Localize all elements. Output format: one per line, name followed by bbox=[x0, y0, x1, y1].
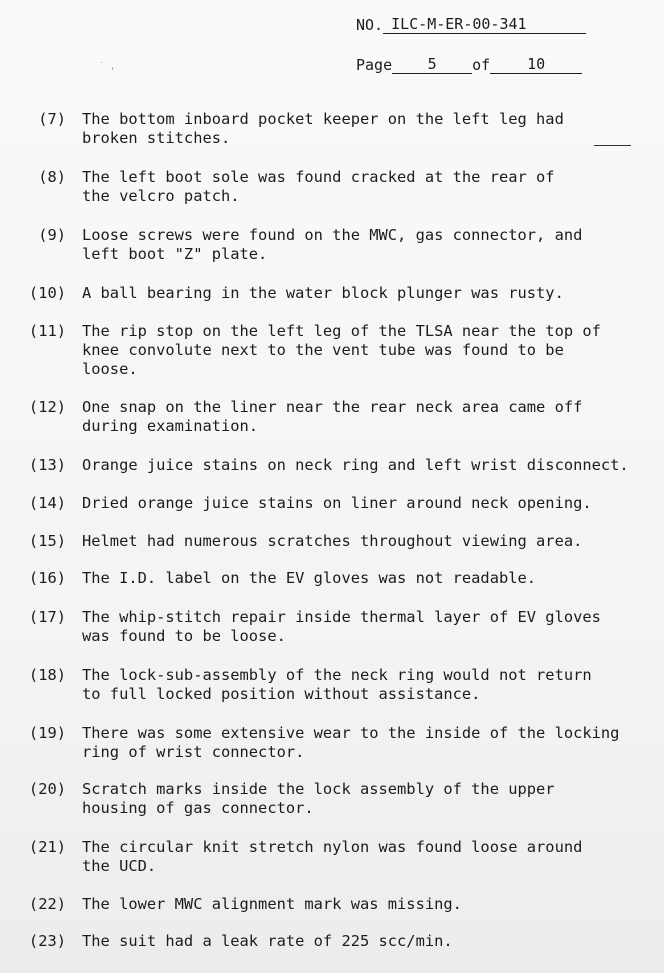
finding-text-line: the UCD. bbox=[82, 857, 157, 875]
document-number-label: NO. bbox=[356, 16, 384, 34]
finding-text-line: knee convolute next to the vent tube was found to be bbox=[82, 341, 564, 359]
finding-text bbox=[82, 932, 662, 951]
finding-number: (17) bbox=[28, 608, 66, 626]
finding-text-line: housing of gas connector. bbox=[82, 799, 314, 817]
finding-text-line: the velcro patch. bbox=[82, 187, 240, 205]
finding-number: (7) bbox=[38, 110, 66, 128]
document-header bbox=[356, 8, 656, 74]
finding-text bbox=[82, 168, 662, 206]
finding-number: (15) bbox=[28, 532, 66, 550]
finding-number: (10) bbox=[28, 284, 66, 302]
finding-text-line: Dried orange juice stains on liner around neck opening. bbox=[82, 494, 592, 512]
finding-text-line: The rip stop on the left leg of the TLSA near the top of bbox=[82, 322, 601, 340]
finding-number: (21) bbox=[28, 838, 66, 856]
finding-text bbox=[82, 110, 662, 148]
finding-number: (8) bbox=[38, 168, 66, 186]
finding-text-line: loose. bbox=[82, 360, 138, 378]
page-label: Page bbox=[356, 56, 393, 74]
finding-text-line: to full locked position without assistance. bbox=[82, 685, 481, 703]
finding-number: (11) bbox=[28, 322, 66, 340]
finding-text-line: The lower MWC alignment mark was missing. bbox=[82, 895, 462, 913]
finding-text bbox=[82, 456, 662, 475]
finding-number: (13) bbox=[28, 456, 66, 474]
finding-text bbox=[82, 398, 662, 436]
finding-text-line: The bottom inboard pocket keeper on the left leg had bbox=[82, 110, 564, 128]
finding-text bbox=[82, 284, 662, 303]
finding-text-line: left boot "Z" plate. bbox=[82, 245, 268, 263]
finding-text-line: One snap on the liner near the rear neck area came off bbox=[82, 398, 583, 416]
finding-text bbox=[82, 838, 662, 876]
scan-speck: ˙ ‚ bbox=[99, 62, 116, 72]
finding-number: (16) bbox=[28, 569, 66, 587]
finding-number: (12) bbox=[28, 398, 66, 416]
finding-text-line: The circular knit stretch nylon was found loose around bbox=[82, 838, 583, 856]
document-number-value: ILC-M-ER-00-341 bbox=[383, 15, 586, 34]
finding-number: (9) bbox=[38, 226, 66, 244]
finding-text-line: ring of wrist connector. bbox=[82, 743, 305, 761]
finding-number: (18) bbox=[28, 666, 66, 684]
page-current: 5 bbox=[392, 55, 472, 74]
finding-text bbox=[82, 895, 662, 914]
finding-text bbox=[82, 780, 662, 818]
finding-text bbox=[82, 494, 662, 513]
finding-text-line: The I.D. label on the EV gloves was not readable. bbox=[82, 569, 537, 587]
finding-text-line: The lock-sub-assembly of the neck ring would not return bbox=[82, 666, 592, 684]
finding-number: (19) bbox=[28, 724, 66, 742]
finding-text-line: during examination. bbox=[82, 417, 259, 435]
finding-text bbox=[82, 322, 662, 379]
page-total: 10 bbox=[490, 55, 582, 74]
finding-number: (23) bbox=[28, 932, 66, 950]
finding-number: (22) bbox=[28, 895, 66, 913]
finding-number: (14) bbox=[28, 494, 66, 512]
finding-number: (20) bbox=[28, 780, 66, 798]
finding-text-line: Orange juice stains on neck ring and left wrist disconnect. bbox=[82, 456, 629, 474]
document-number-row bbox=[356, 8, 656, 34]
finding-text-line: Scratch marks inside the lock assembly of the upper bbox=[82, 780, 555, 798]
finding-text-line: The left boot sole was found cracked at the rear of bbox=[82, 168, 555, 186]
finding-text-line: A ball bearing in the water block plunger was rusty. bbox=[82, 284, 564, 302]
finding-text-line: The whip-stitch repair inside thermal layer of EV gloves bbox=[82, 608, 601, 626]
finding-text-line: The suit had a leak rate of 225 scc/min. bbox=[82, 932, 453, 950]
finding-text-line: Helmet had numerous scratches throughout viewing area. bbox=[82, 532, 583, 550]
page-info-row bbox=[356, 48, 656, 74]
finding-text-line: Loose screws were found on the MWC, gas connector, and bbox=[82, 226, 583, 244]
finding-text bbox=[82, 226, 662, 264]
finding-text bbox=[82, 608, 662, 646]
finding-text bbox=[82, 532, 662, 551]
finding-text bbox=[82, 724, 662, 762]
finding-text-line: was found to be loose. bbox=[82, 627, 286, 645]
finding-text bbox=[82, 569, 662, 588]
finding-text-line: broken stitches. bbox=[82, 129, 231, 147]
finding-text bbox=[82, 666, 662, 704]
page-of-label: of bbox=[472, 56, 491, 74]
finding-text-line: There was some extensive wear to the inside of the locking bbox=[82, 724, 620, 742]
